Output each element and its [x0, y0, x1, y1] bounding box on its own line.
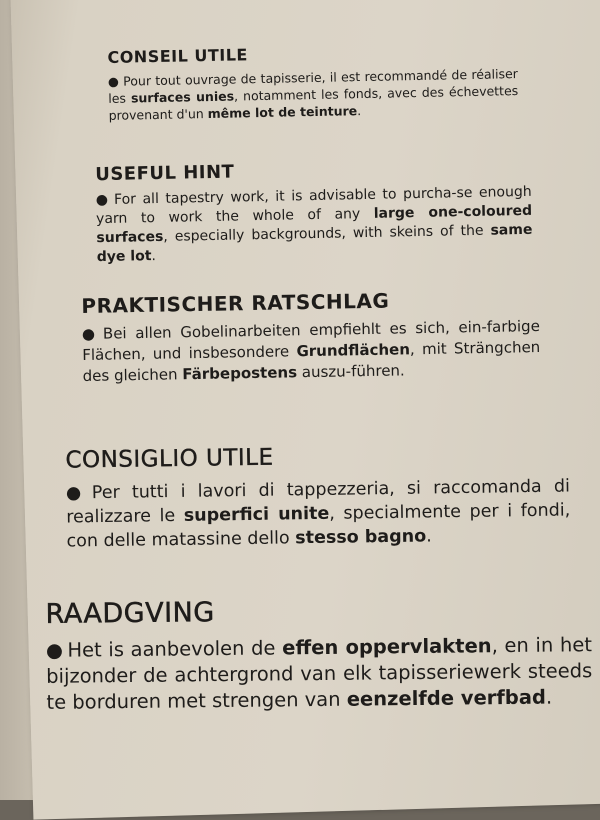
bullet-icon: ● — [81, 324, 100, 343]
text-run: Per tutti i lavori di tappezzeria, si raccomanda di realizzare le — [66, 476, 571, 528]
emphasis-text: Grundflächen — [296, 340, 411, 361]
bullet-icon: ● — [65, 483, 88, 504]
section-paragraph — [82, 316, 541, 387]
text-run: , specialmente per i fondi, con delle matassine dello — [66, 500, 571, 552]
text-run: Het is aanbevolen de — [67, 636, 283, 662]
emphasis-text: large one-coloured surfaces — [96, 202, 533, 247]
emphasis-text: effen oppervlakten — [282, 634, 492, 660]
text-run: For all tapestry work, it is advisable to purcha-se enough yarn to work the whole of any — [95, 183, 532, 228]
text-run: , notamment les fonds, avec des échevettes provenant d'un — [108, 83, 519, 123]
emphasis-text: same dye lot — [96, 221, 533, 266]
text-run: Pour tout ouvrage de tapisserie, il est recommandé de réaliser les — [108, 66, 519, 106]
text-run: , especially backgrounds, with skeins of the — [163, 222, 491, 245]
section-paragraph — [108, 65, 519, 124]
section-title: RAADGVING — [45, 597, 215, 630]
emphasis-text: surfaces unies — [130, 88, 235, 106]
section-italian — [65, 440, 570, 553]
section-german — [81, 286, 541, 387]
text-run: . — [545, 685, 553, 709]
section-title: CONSIGLIO UTILE — [65, 444, 274, 474]
text-run: auszu-führen. — [296, 361, 405, 382]
emphasis-text: même lot de teinture — [207, 103, 358, 122]
bullet-icon: ● — [45, 638, 64, 662]
bullet-icon: ● — [107, 73, 120, 89]
section-paragraph — [46, 632, 593, 716]
section-french — [107, 40, 518, 124]
emphasis-text: stesso bagno — [295, 526, 427, 549]
section-title: PRAKTISCHER RATSCHLAG — [81, 288, 390, 319]
text-run: Bei allen Gobelinarbeiten empfiehlt es sich, ein-farbige Flächen, und insbesondere — [82, 317, 541, 364]
bullet-icon: ● — [95, 191, 111, 209]
emphasis-text: Färbepostens — [182, 363, 298, 384]
text-run: . — [426, 526, 432, 547]
section-paragraph — [96, 183, 533, 267]
text-run: , mit Strängchen des gleichen — [82, 338, 541, 385]
text-run: , en in het bijzonder de achtergrond van elk tapisseriewerk steeds te borduren met strengen van — [46, 633, 593, 714]
text-run: . — [357, 103, 362, 119]
emphasis-text: superfici unite — [183, 503, 330, 526]
section-title: USEFUL HINT — [95, 161, 235, 186]
section-dutch — [45, 593, 592, 716]
section-title: CONSEIL UTILE — [107, 45, 249, 67]
text-run: . — [151, 248, 157, 265]
emphasis-text: eenzelfde verfbad — [346, 685, 547, 711]
section-english — [95, 156, 533, 267]
section-paragraph — [66, 474, 571, 553]
